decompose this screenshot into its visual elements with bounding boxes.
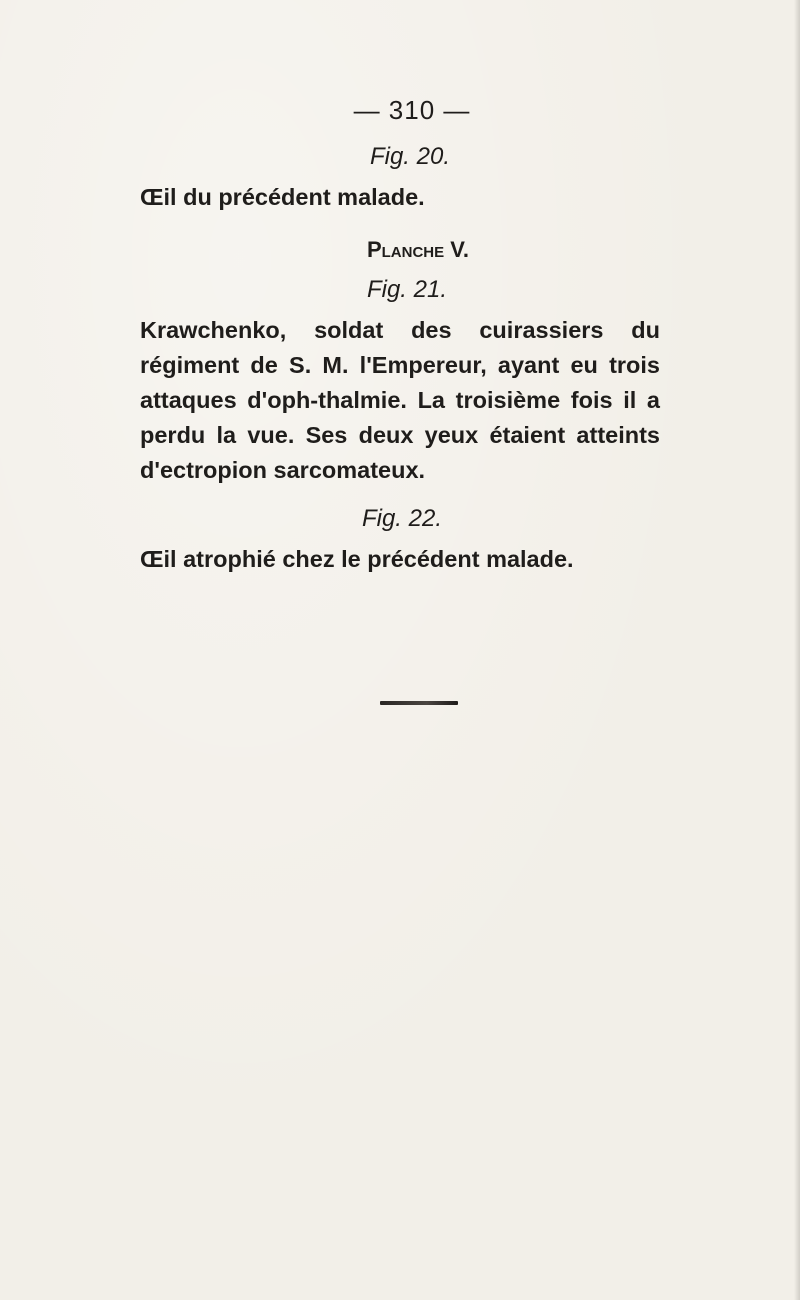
- text-block: [140, 92, 660, 577]
- end-rule-ornament: [380, 701, 458, 705]
- fig-20-description: Œil du précédent malade.: [140, 184, 425, 210]
- page-edge-shadow: [794, 0, 800, 1300]
- fig-22-description: Œil atrophié chez le précédent malade.: [140, 546, 574, 572]
- fig-20-caption: Fig. 20.: [369, 143, 451, 170]
- fig-21-caption: Fig. 21.: [366, 276, 448, 303]
- fig-21-description: Krawchenko, soldat des cuirassiers du régiment de S. M. l'Empereur, ayant eu trois attaques d'oph-thalmie. La troisième fois il a perdu la vue. Ses deux yeux étaient atteints d'ectropion sarcomateux.: [140, 317, 660, 483]
- page-number: — 310 —: [353, 95, 471, 125]
- fig-22-caption: Fig. 22.: [361, 505, 443, 532]
- plate-heading: Planche V.: [366, 237, 470, 262]
